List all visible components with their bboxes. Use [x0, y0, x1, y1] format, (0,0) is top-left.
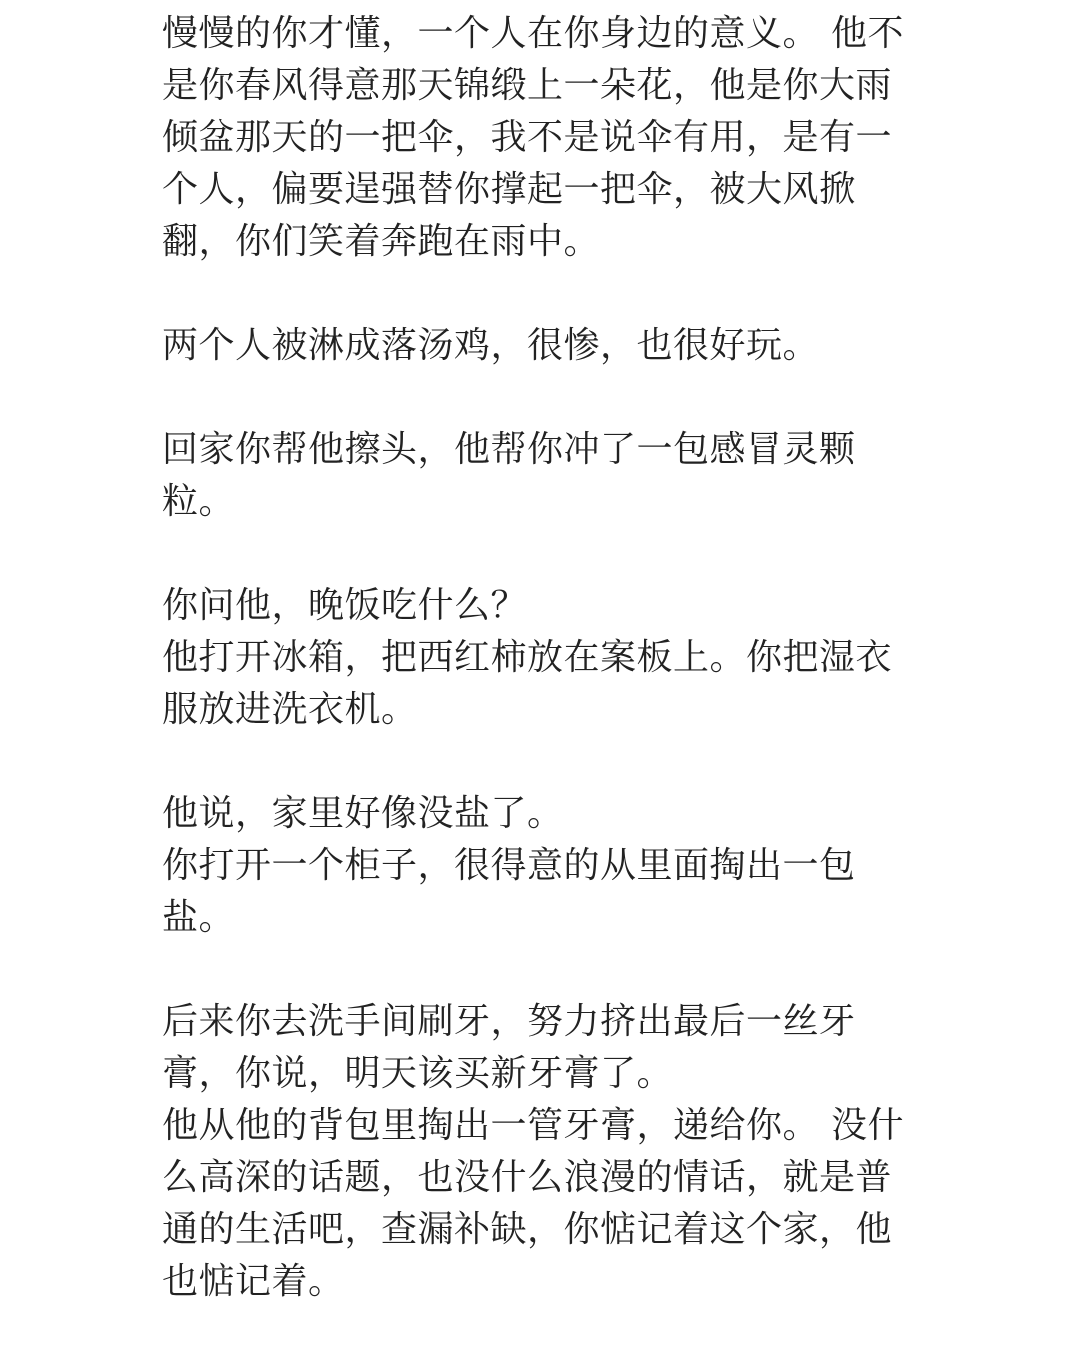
text-line: 他说，家里好像没盐了。 — [162, 793, 564, 834]
text-line: 翻，你们笑着奔跑在雨中。 — [162, 221, 601, 262]
text-line: 他从他的背包里掏出一管牙膏，递给你。 没什 — [162, 1105, 904, 1146]
paragraph — [162, 580, 922, 736]
text-line: 是你春风得意那天锦缎上一朵花，他是你大雨 — [162, 65, 893, 106]
paragraph — [162, 424, 922, 528]
text-line: 他打开冰箱，把西红柿放在案板上。你把湿衣 — [162, 637, 893, 678]
paragraph — [162, 320, 922, 372]
text-line: 么高深的话题，也没什么浪漫的情话，就是普 — [162, 1157, 893, 1198]
text-line: 后来你去洗手间刷牙，努力挤出最后一丝牙 — [162, 1001, 856, 1042]
paragraph — [162, 8, 922, 268]
text-line: 也惦记着。 — [162, 1261, 345, 1302]
text-line: 回家你帮他擦头，他帮你冲了一包感冒灵颗 — [162, 429, 856, 470]
paragraph-gap — [162, 736, 922, 788]
text-line: 膏，你说，明天该买新牙膏了。 — [162, 1053, 674, 1094]
text-line: 你打开一个柜子，很得意的从里面掏出一包 — [162, 845, 856, 886]
paragraph-gap — [162, 372, 922, 424]
text-line: 两个人被淋成落汤鸡，很惨，也很好玩。 — [162, 325, 820, 366]
text-line: 粒。 — [162, 481, 236, 522]
text-line: 个人，偏要逞强替你撑起一把伞，被大风掀 — [162, 169, 856, 210]
text-line: 你问他，晚饭吃什么？ — [162, 585, 528, 626]
text-line: 服放进洗衣机。 — [162, 689, 418, 730]
text-line: 倾盆那天的一把伞，我不是说伞有用，是有一 — [162, 117, 893, 158]
text-line: 盐。 — [162, 897, 236, 938]
paragraph-gap — [162, 528, 922, 580]
text-line: 慢慢的你才懂，一个人在你身边的意义。 他不 — [162, 13, 904, 54]
article-body — [162, 8, 922, 1308]
paragraph-gap — [162, 268, 922, 320]
text-line: 通的生活吧，查漏补缺，你惦记着这个家，他 — [162, 1209, 893, 1250]
paragraph — [162, 788, 922, 944]
paragraph-gap — [162, 944, 922, 996]
paragraph — [162, 996, 922, 1308]
